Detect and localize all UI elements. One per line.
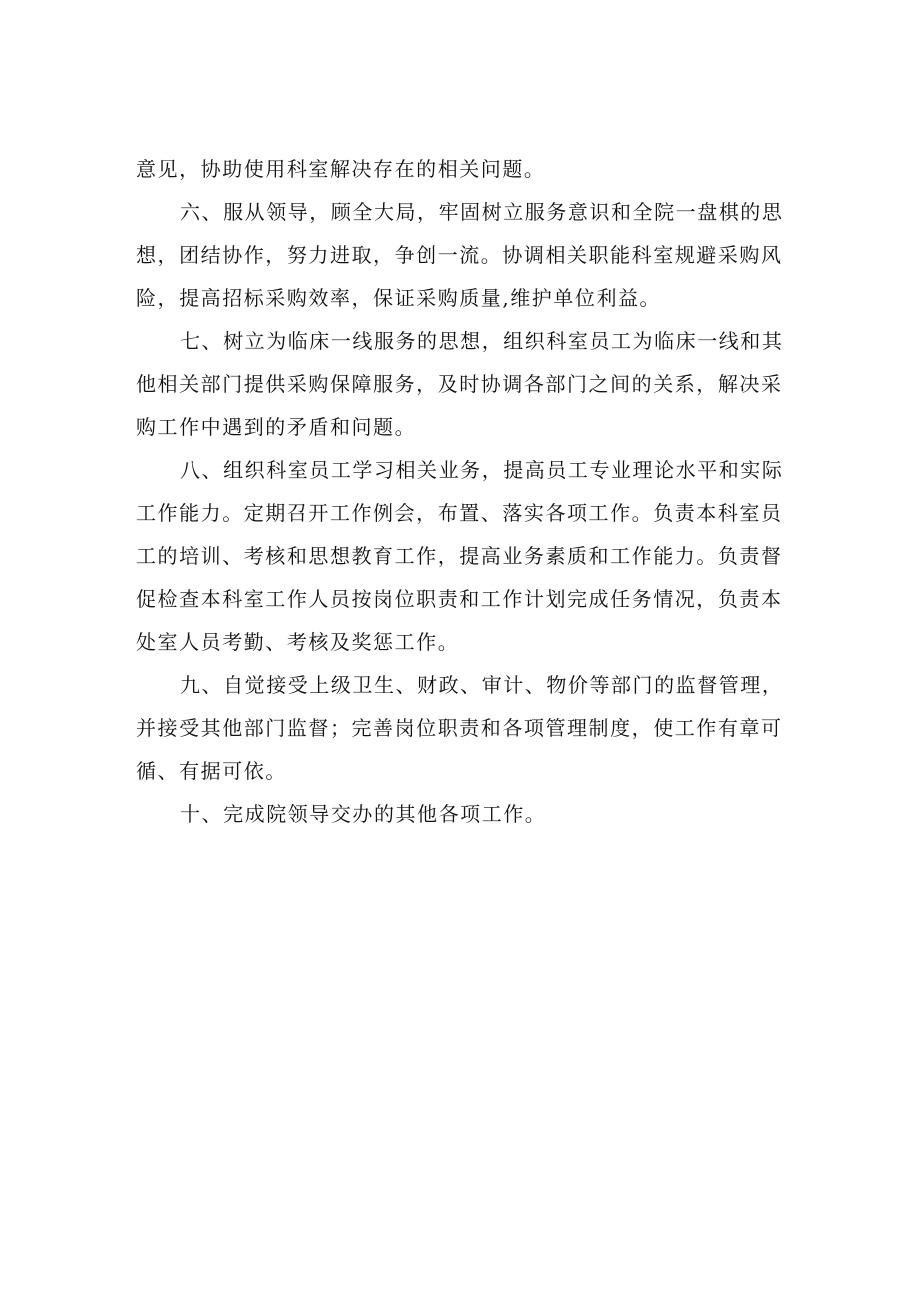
paragraph-5-line-1: 意见，协助使用科室解决存在的相关问题。: [136, 157, 546, 181]
paragraph-9-line-2: 并接受其他部门监督；完善岗位职责和各项管理制度，使工作有章可: [136, 716, 783, 740]
paragraph-10-line-1: 十、完成院领导交办的其他各项工作。: [180, 802, 547, 826]
paragraph-7-line-1: 七、树立为临床一线服务的思想，组织科室员工为临床一线和其: [180, 329, 784, 353]
paragraph-8-line-2: 工作能力。定期召开工作例会，布置、落实各项工作。负责本科室员: [136, 501, 783, 525]
paragraph-6-line-2: 想，团结协作，努力进取，争创一流。协调相关职能科室规避采购风: [136, 243, 783, 267]
document-body: [136, 148, 784, 836]
paragraph-6-line-3: 险，提高招标采购效率，保证采购质量,维护单位利益。: [136, 286, 662, 310]
paragraph-8-line-3: 工的培训、考核和思想教育工作，提高业务素质和工作能力。负责督: [136, 544, 783, 568]
paragraph-8-line-1: 八、组织科室员工学习相关业务，提高员工专业理论水平和实际: [180, 458, 784, 482]
paragraph-7-line-3: 购工作中遇到的矛盾和问题。: [136, 415, 417, 439]
paragraph-7-line-2: 他相关部门提供采购保障服务，及时协调各部门之间的关系，解决采: [136, 372, 783, 396]
paragraph-9-line-3: 循、有据可依。: [136, 759, 287, 783]
paragraph-9-line-1: 九、自觉接受上级卫生、财政、审计、物价等部门的监督管理，: [180, 673, 784, 697]
paragraph-8-line-4: 促检查本科室工作人员按岗位职责和工作计划完成任务情况，负责本: [136, 587, 783, 611]
paragraph-6-line-1: 六、服从领导，顾全大局，牢固树立服务意识和全院一盘棋的思: [180, 200, 784, 224]
paragraph-8-line-5: 处室人员考勤、考核及奖惩工作。: [136, 630, 460, 654]
